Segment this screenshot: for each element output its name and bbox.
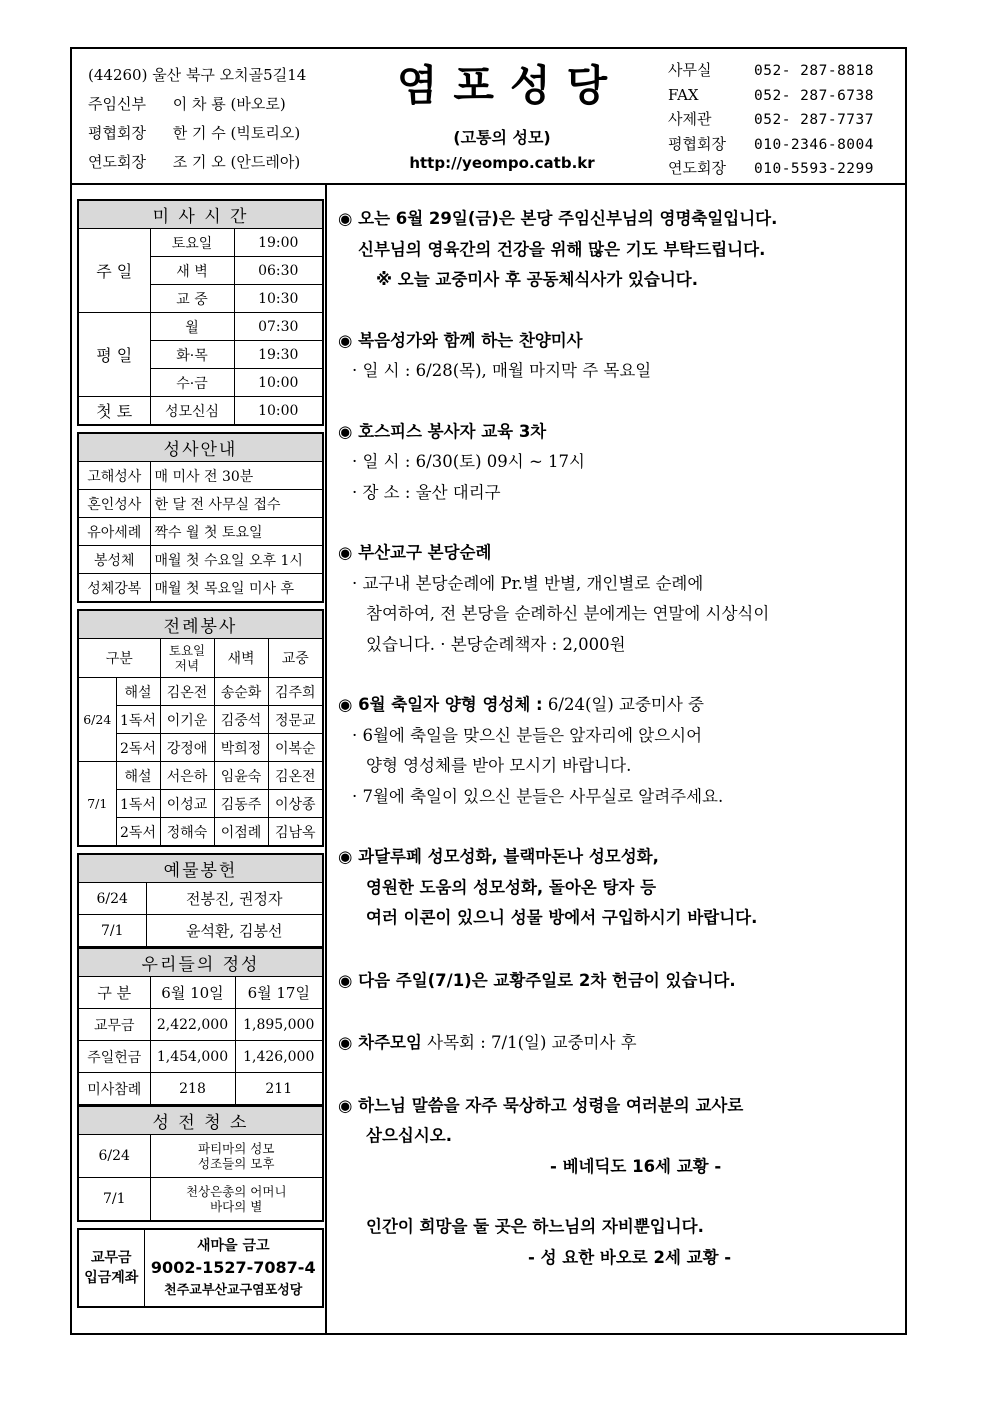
mass-schedule-table: 미 사 시 간 주 일 토요일 19:00 새 벽 06:30 교 중 10:30 평 일 월 07:30 화·목 19:30 수·금 10:00 첫 토 성모신심 10:00 bbox=[77, 199, 324, 426]
quote-benedict-author: - 베네딕도 16세 교황 - bbox=[550, 1156, 722, 1176]
liturgy-table: 전례봉사 구분 토요일 저녁 새벽 교중 6/24 해설 김온전 송순화 김주희 1독서 이기운 김중석 정문교 2독서 강정애 박희정 이복순 7/1 해설 서은하 임윤숙 김온전 1독서 이성교 김동주 이상종 2독서 정해숙 이점례 김남옥 bbox=[77, 609, 324, 847]
liturgy-title: 전례봉사 bbox=[78, 610, 323, 639]
parish-info bbox=[88, 61, 306, 177]
bulletin-page bbox=[70, 47, 907, 1335]
sacraments-title: 성사안내 bbox=[78, 433, 323, 462]
pastor-row: 주임신부 이 차 룡 (바오로) bbox=[88, 95, 286, 113]
sidebar bbox=[77, 199, 322, 1308]
finance-title: 우리들의 정성 bbox=[78, 949, 323, 977]
sunday-label: 주 일 bbox=[78, 229, 150, 313]
column-divider bbox=[325, 183, 327, 1335]
council-head-row: 평협회장 한 기 수 (빅토리오) bbox=[88, 124, 301, 142]
contact-rectory: 사제관 052- 287-7737 bbox=[668, 110, 874, 128]
notice-icons: ◉ 과달루페 성모성화, 블랙마돈나 성모성화, bbox=[338, 847, 659, 866]
header bbox=[72, 49, 905, 185]
requiem-head-row: 연도회장 조 기 오 (안드레아) bbox=[88, 153, 301, 171]
quote-benedict: ◉ 하느님 말씀을 자주 묵상하고 성령을 여러분의 교사로 bbox=[338, 1095, 744, 1115]
first-sat-label: 첫 토 bbox=[78, 397, 150, 426]
finance-table: 우리들의 정성 구 분 6월 10일 6월 17일 교무금 2,422,000 1,895,000 주일헌금 1,454,000 1,426,000 미사참례 218 211 bbox=[77, 948, 324, 1106]
contact-council: 평협회장 010-2346-8004 bbox=[668, 134, 874, 153]
cleaning-table: 성 전 청 소 6/24 파티마의 성모 성조들의 모후 7/1 천상은총의 어머니 바다의 별 bbox=[77, 1106, 324, 1222]
quote-john-paul-author: - 성 요한 바오로 2세 교황 - bbox=[528, 1247, 732, 1267]
sacraments-table: 성사안내 고해성사 매 미사 전 30분 혼인성사 한 달 전 사무실 접수 유아세례 짝수 월 첫 토요일 봉성체 매월 첫 수요일 오후 1시 성체강복 매월 첫 목요일 미사 후 bbox=[77, 432, 324, 603]
notice-feast-day: ◉ 오는 6월 29일(금)은 본당 주임신부님의 영명축일입니다. bbox=[338, 209, 778, 228]
contact-office: 사무실 052- 287-8818 bbox=[668, 61, 874, 79]
notice-meeting: ◉ 차주모임 사목회 : 7/1(일) 교중미사 후 bbox=[338, 1033, 637, 1052]
notice-praise-mass: ◉ 복음성가와 함께 하는 찬양미사 bbox=[338, 330, 583, 350]
mass-title: 미 사 시 간 bbox=[78, 200, 323, 229]
notices: ◉ 오는 6월 29일(금)은 본당 주임신부님의 영명축일입니다. 신부님의 영육간의 건강을 위해 많은 기도 부탁드립니다. ※ 오늘 교중미사 후 공동체식사가 있습니다. ◉ 복음성가와 함께 하는 찬양미사 · 일 시 : 6/28(목), 매월 마지막 주 목요일 ◉ 호스피스 봉사자 교육 3차 · 일 시 : 6/30(토) 09시 ~ 17시 · 장 소 : 울산 대리구 ◉ 부산교구 본당순례 · 교구내 본당순례에 Pr.별 반별, 개인별로 순례에 참여하여, 전 본당을 순례하신 분에게는 연말에 시상식이 있습니다. · 본당순례책자 : 2,000원 ◉ 6월 축일자 양형 영성체 : 6/24(일) 교중미사 중 · 6월에 축일을 맞으신 분들은 앞자리에 앉으시어 양형 영성체를 받아 모시기 바랍니다. · 7월에 축일이 있으신 분들은 사무실로 알려주세요. ◉ 과달루페 성모성화, 블랙마돈나 성모성화, 영원한 도움의 성모성화, 돌아온 탕자 등 여러 이콘이 있으니 성물 방에서 구입하시기 바랍니다. ◉ 다음 주일(7/1)은 교황주일로 2차 헌금이 있습니다. ◉ 차주모임 사목회 : 7/1(일) 교중미사 후 ◉ 하느님 말씀을 자주 묵상하고 성령을 여러분의 교사로 삼으십시오. - 베네딕도 16세 교황 - 인간이 희망을 둘 곳은 하느님의 자비뿐입니다. - 성 요한 바오로 2세 교황 - bbox=[338, 204, 898, 1273]
parish-subtitle: (고통의 성모) bbox=[453, 128, 551, 147]
saturday-evening-header: 토요일 저녁 bbox=[160, 639, 214, 678]
weekday-label: 평 일 bbox=[78, 313, 150, 397]
offering-table: 예물봉헌 6/24 전봉진, 권정자 7/1 윤석환, 김봉선 bbox=[77, 853, 324, 948]
account-table bbox=[77, 1228, 324, 1308]
notice-communion: ◉ 6월 축일자 양형 영성체 : 6/24(일) 교중미사 중 bbox=[338, 695, 704, 714]
cleaning-title: 성 전 청 소 bbox=[78, 1107, 323, 1135]
notice-hospice: ◉ 호스피스 봉사자 교육 3차 bbox=[338, 421, 547, 441]
offering-title: 예물봉헌 bbox=[78, 854, 323, 883]
address: (44260) 울산 북구 오치골5길14 bbox=[88, 66, 307, 84]
notice-pilgrimage: ◉ 부산교구 본당순례 bbox=[338, 543, 492, 562]
contact-fax: FAX 052- 287-6738 bbox=[668, 85, 874, 104]
title-block bbox=[372, 59, 632, 172]
parish-url[interactable]: http://yeompo.catb.kr bbox=[409, 154, 595, 172]
parish-title: 염포성당 bbox=[396, 61, 624, 110]
account-info: 새마을 금고 9002-1527-7087-4 천주교부산교구염포성당 bbox=[144, 1229, 323, 1307]
contact-list bbox=[668, 59, 874, 182]
account-label: 교무금 입금계좌 bbox=[78, 1229, 144, 1307]
contact-requiem: 연도회장 010-5593-2299 bbox=[668, 159, 874, 177]
notice-collection: ◉ 다음 주일(7/1)은 교황주일로 2차 헌금이 있습니다. bbox=[338, 970, 736, 990]
quote-john-paul: 인간이 희망을 둘 곳은 하느님의 자비뿐입니다. bbox=[366, 1217, 704, 1236]
